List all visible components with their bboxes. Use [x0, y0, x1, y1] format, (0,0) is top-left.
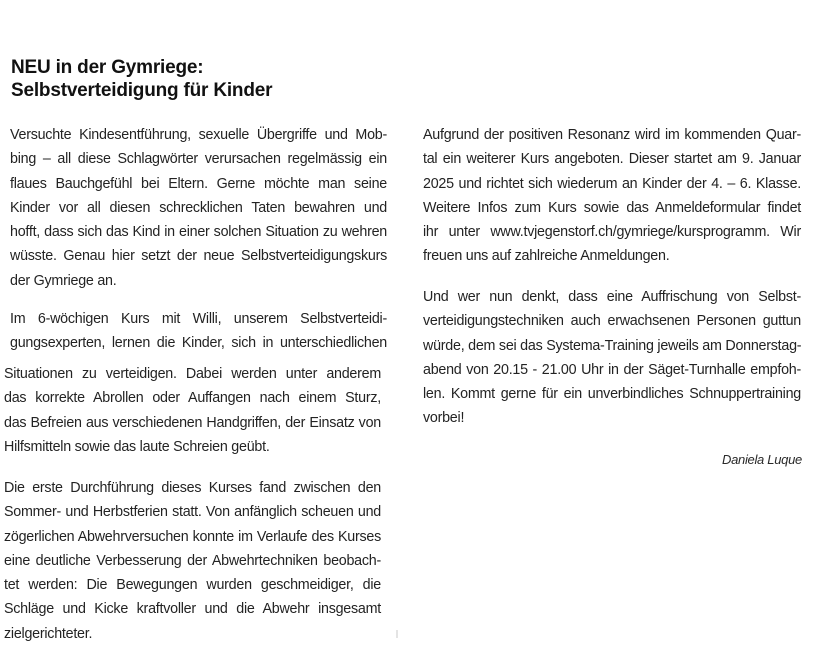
text-line: eine deutliche Verbesserung der Abwehrtechniken beobach-: [4, 552, 381, 569]
paragraph-course: [10, 307, 387, 356]
text-line: freuen uns auf zahlreiche Anmeldungen.: [423, 248, 670, 265]
text-line: 2025 und richtet sich wiederum an Kinder der 4. – 6. Klasse.: [423, 175, 801, 192]
text-line: zögerlichen Abwehrversuchen konnte im Verlaufe des Kurses: [4, 528, 381, 545]
text-line: verteidigungstechniken auch erwachsenen Personen guttun: [423, 313, 801, 330]
text-line: Im 6-wöchigen Kurs mit Willi, unserem Selbstverteidi-: [10, 311, 387, 327]
text-line: Situationen zu verteidigen. Dabei werden unter anderem: [4, 366, 381, 382]
text-line: tal ein weiterer Kurs angeboten. Dieser startet am 9. Januar: [423, 151, 801, 168]
paragraph-adults: [423, 285, 801, 431]
text-line: len. Kommt gerne für ein unverbindliches Schnuppertraining: [423, 386, 801, 403]
text-line: hofft, dass sich das Kind in einer solchen Situation zu wehren: [10, 224, 387, 241]
text-line: Weitere Infos zum Kurs sowie das Anmeldeformular findet: [423, 199, 801, 216]
column-divider-mark: [396, 630, 398, 638]
paragraph-first-run: [4, 476, 381, 646]
text-line: gungsexperten, lernen die Kinder, sich in unterschiedlichen: [10, 335, 387, 352]
text-line: flaues Bauchgefühl bei Eltern. Gerne möchte man seine: [10, 175, 387, 192]
article-title-line: NEU in der Gymriege:: [11, 57, 204, 78]
text-line: zielgerichteter.: [4, 625, 93, 642]
paragraph-next-course: [423, 123, 801, 269]
text-line: wüsste. Genau hier setzt der neue Selbstverteidigungskurs: [10, 248, 387, 265]
paragraph-course-continued: [4, 362, 381, 459]
author-signature: Daniela Luque: [722, 452, 802, 467]
text-line: Versuchte Kindesentführung, sexuelle Übergriffe und Mob-: [10, 127, 387, 143]
text-line: ihr unter www.tvjegenstorf.ch/gymriege/kursprogramm. Wir: [423, 224, 801, 241]
text-line: das korrekte Abrollen oder Auffangen nach einem Sturz,: [4, 390, 381, 407]
text-line: bing – all diese Schlagwörter verursachen regelmässig ein: [10, 151, 387, 168]
article-title-line: Selbstverteidigung für Kinder: [11, 80, 273, 101]
text-line: Schläge und Kicke kraftvoller und die Abwehr insgesamt: [4, 601, 381, 618]
text-line: Und wer nun denkt, dass eine Auffrischung von Selbst-: [423, 289, 801, 305]
text-line: Sommer- und Herbstferien statt. Von anfänglich scheuen und: [4, 504, 381, 521]
text-line: das Befreien aus verschiedenen Handgriffen, der Einsatz von: [4, 414, 381, 431]
text-line: der Gymriege an.: [10, 272, 117, 289]
text-line: Hilfsmitteln sowie das laute Schreien geübt.: [4, 438, 270, 455]
text-line: tet werden: Die Bewegungen wurden geschmeidiger, die: [4, 577, 381, 594]
text-line: Aufgrund der positiven Resonanz wird im kommenden Quar-: [423, 127, 801, 143]
text-line: Kinder vor all diesen schrecklichen Taten bewahren und: [10, 199, 387, 216]
text-line: Die erste Durchführung dieses Kurses fand zwischen den: [4, 480, 381, 496]
text-line: abend von 20.15 - 21.00 Uhr in der Säget-Turnhalle empfoh-: [423, 361, 801, 378]
article-title: [11, 56, 272, 102]
text-line: würde, dem sei das Systema-Training jeweils am Donnerstag-: [423, 337, 802, 354]
text-line: vorbei!: [423, 410, 465, 427]
paragraph-intro: [10, 123, 387, 293]
